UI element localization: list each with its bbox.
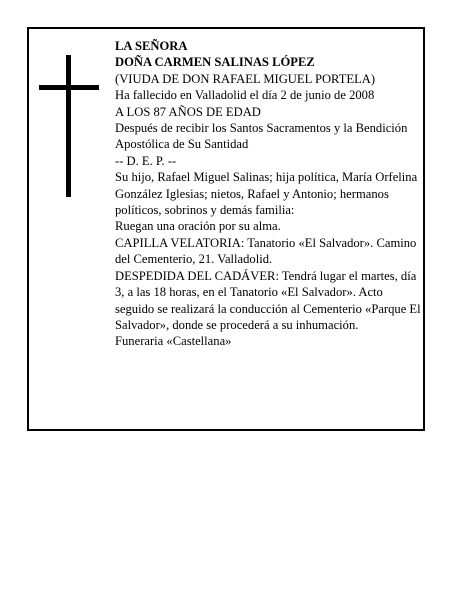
deceased-name: DOÑA CARMEN SALINAS LÓPEZ (115, 55, 315, 70)
cross-horizontal-bar (39, 85, 99, 90)
sacraments-line: Después de recibir los Santos Sacramentos y la Bendición Apostólica de Su Santidad (115, 121, 408, 152)
widow-of-line: (VIUDA DE DON RAFAEL MIGUEL PORTELA) (115, 71, 376, 86)
chapel-paragraph: CAPILLA VELATORIA: Tanatorio «El Salvador». Camino del Cementerio, 21. Valladolid. (115, 235, 417, 267)
farewell-paragraph: DESPEDIDA DEL CADÁVER: Tendrá lugar el martes, día 3, a las 18 horas, en el Tanatorio «El Salvador». Acto seguido se realizará la conducción al Cementerio «Parque El Salvador», donde se procederá a su inhumación. (115, 268, 421, 332)
age-line: A LOS 87 AÑOS DE EDAD (115, 104, 261, 119)
obituary-text (115, 38, 421, 350)
rip-line: -- D. E. P. -- (115, 153, 177, 168)
funeral-home-line: Funeraria «Castellana» (115, 334, 232, 349)
notice-title: LA SEÑORA (115, 39, 188, 53)
cross-icon (39, 55, 99, 197)
obituary-notice (27, 27, 425, 431)
death-line: Ha fallecido en Valladolid el día 2 de junio de 2008 (115, 88, 375, 103)
prayer-line: Ruegan una oración por su alma. (115, 219, 281, 234)
cross-vertical-bar (66, 55, 71, 197)
family-paragraph: Su hijo, Rafael Miguel Salinas; hija política, María Orfelina González Iglesias; nietos, Rafael y Antonio; hermanos políticos, sobrinos y demás familia: (115, 170, 418, 218)
